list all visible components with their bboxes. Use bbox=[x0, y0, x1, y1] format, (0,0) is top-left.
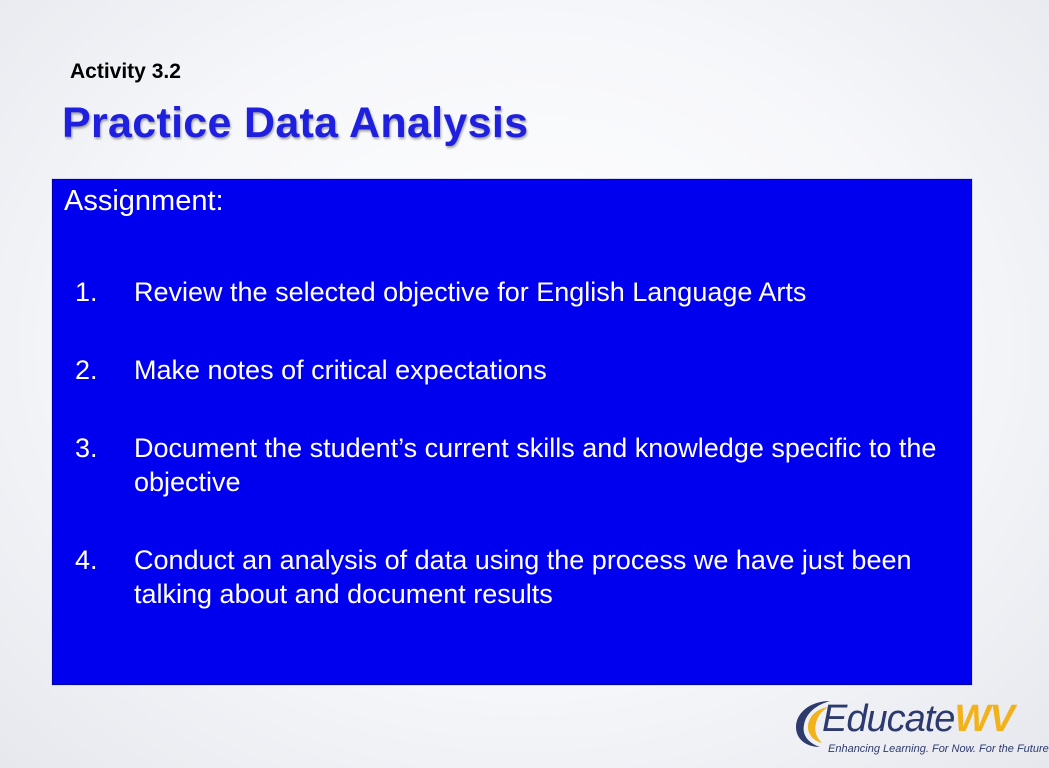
item-text: Make notes of critical expectations bbox=[134, 355, 547, 385]
educatewv-logo bbox=[790, 695, 1049, 763]
item-number: 2. bbox=[75, 355, 98, 385]
logo-wordmark bbox=[822, 698, 1014, 741]
item-text: Document the student’s current skills and knowledge specific to the objective bbox=[134, 433, 937, 497]
slide-title: Practice Data Analysis bbox=[62, 99, 529, 147]
item-number: 3. bbox=[75, 433, 98, 463]
list-item bbox=[75, 353, 955, 387]
item-text: Review the selected objective for English Language Arts bbox=[134, 277, 807, 307]
assignment-box bbox=[52, 179, 972, 685]
list-item bbox=[75, 275, 955, 309]
item-number: 4. bbox=[75, 545, 98, 575]
activity-label: Activity 3.2 bbox=[70, 60, 181, 83]
logo-tagline: Enhancing Learning. For Now. For the Future bbox=[828, 743, 1049, 755]
assignment-heading: Assignment: bbox=[64, 185, 224, 217]
logo-word-educate: Educate bbox=[822, 698, 955, 740]
assignment-list bbox=[75, 275, 955, 655]
item-text: Conduct an analysis of data using the process we have just been talking about and document results bbox=[134, 545, 912, 609]
list-item bbox=[75, 543, 955, 611]
logo-word-wv: WV bbox=[954, 698, 1014, 740]
list-item bbox=[75, 431, 955, 499]
item-number: 1. bbox=[75, 277, 98, 307]
